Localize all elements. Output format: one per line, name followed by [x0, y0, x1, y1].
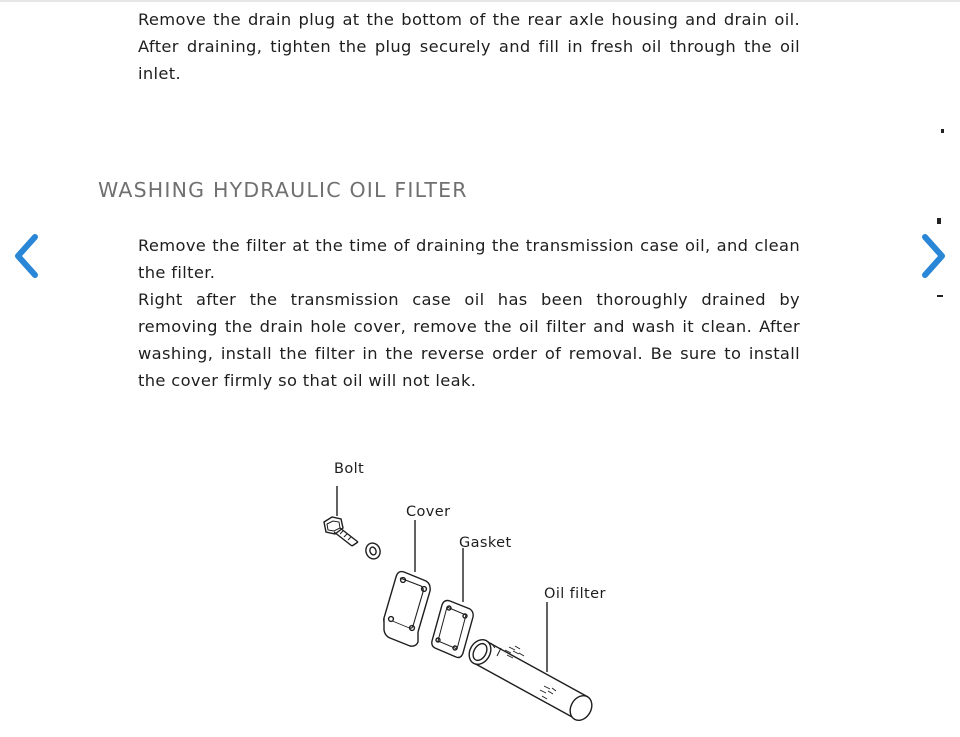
- previous-page-button[interactable]: [6, 226, 46, 286]
- gasket-part: [432, 601, 473, 658]
- top-divider: [0, 0, 960, 2]
- intro-paragraph: Remove the drain plug at the bottom of the rear axle housing and drain oil. After draining, tighten the plug securely and fill in fresh oil through the oil inlet.: [138, 10, 800, 83]
- oil-filter-exploded-diagram: [300, 450, 640, 737]
- section-heading: WASHING HYDRAULIC OIL FILTER: [98, 178, 468, 202]
- next-page-button[interactable]: [914, 226, 954, 286]
- gasket-label: Gasket: [459, 535, 512, 551]
- chevron-left-icon: [11, 232, 41, 280]
- bolt-label: Bolt: [334, 461, 365, 477]
- oil-filter-part: [465, 636, 596, 725]
- body-paragraph-1: Remove the filter at the time of draining the transmission case oil, and clean the filter.: [138, 236, 800, 282]
- scan-mark: [941, 129, 944, 133]
- body-paragraph-2: Right after the transmission case oil has been thoroughly drained by removing the drain hole cover, remove the oil filter and wash it clean. After washing, install the filter in the reverse order of removal. Be sure to install the cover firmly so that oil will not leak.: [138, 290, 800, 390]
- washer-part: [364, 541, 383, 561]
- chevron-right-icon: [919, 232, 949, 280]
- cover-label: Cover: [406, 504, 451, 520]
- oil-filter-label: Oil filter: [544, 586, 606, 602]
- scan-mark: [937, 295, 943, 297]
- scan-mark: [937, 218, 941, 224]
- cover-part: [384, 572, 430, 647]
- bolt-part: [324, 517, 358, 546]
